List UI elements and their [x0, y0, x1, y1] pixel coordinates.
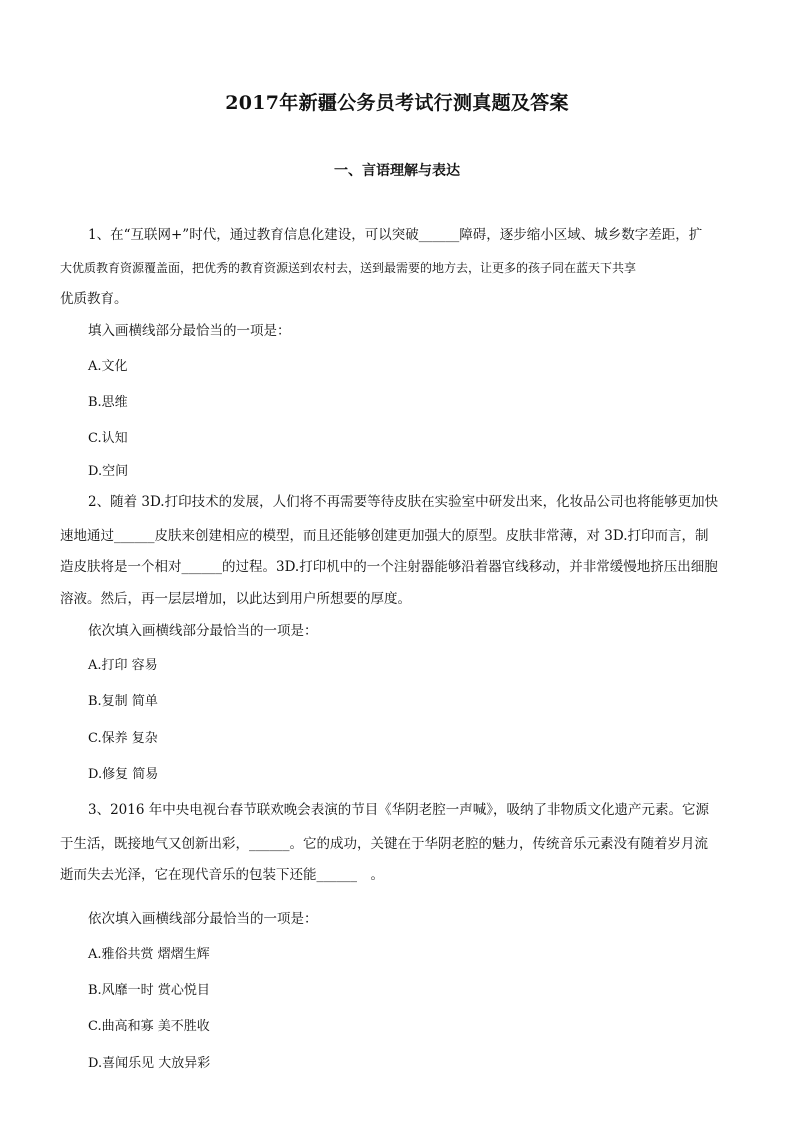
q1-option-a: A.文化 [88, 359, 128, 374]
q3-text-line-2: 于生活，既接地气又创新出彩，______。它的成功，关键在于华阴老腔的魅力，传统音乐元素没有随着岁月流 [60, 836, 708, 852]
q1-text-line-1: 1、在“互联网+”时代，通过教育信息化建设，可以突破______障碍，逐步缩小区域、城乡数字差距，扩 [88, 227, 703, 243]
q3-text-line-3: 逝而失去光泽，它在现代音乐的包装下还能______ 。 [60, 867, 384, 883]
q3-prompt: 依次填入画横线部分最恰当的一项是： [88, 911, 318, 927]
q2-option-a: A.打印 容易 [88, 658, 158, 673]
q1-option-c: C.认知 [88, 431, 128, 446]
q2-text-line-3: 造皮肤将是一个相对______的过程。3D.打印机中的一个注射器能够沿着器官线移动，并非常缓慢地挤压出细胞 [60, 559, 718, 575]
q2-prompt: 依次填入画横线部分最恰当的一项是： [88, 623, 318, 639]
document-title: 2017年新疆公务员考试行测真题及答案 [225, 92, 569, 114]
q3-text-line-1: 3、2016 年中央电视台春节联欢晚会表演的节目《华阴老腔一声喊》，吸纳了非物质文化遗产元素。它源 [88, 802, 709, 818]
q2-text-line-2: 速地通过______皮肤来创建相应的模型，而且还能够创建更加强大的原型。皮肤非常薄，对 3D.打印而言，制 [60, 528, 709, 544]
q1-option-b: B.思维 [88, 395, 128, 410]
q1-text-line-3: 优质教育。 [60, 291, 128, 307]
q3-option-b: B.风靡一时 赏心悦目 [88, 983, 210, 998]
q2-option-d: D.修复 简易 [88, 767, 159, 782]
q1-prompt: 填入画横线部分最恰当的一项是： [88, 323, 291, 339]
section-heading: 一、言语理解与表达 [334, 163, 460, 179]
q2-option-c: C.保养 复杂 [88, 731, 158, 746]
q3-option-c: C.曲高和寡 美不胜收 [88, 1019, 210, 1034]
q2-option-b: B.复制 简单 [88, 694, 158, 709]
q1-text-line-2: 大优质教育资源覆盖面，把优秀的教育资源送到农村去，送到最需要的地方去，让更多的孩子同在蓝天下共享 [60, 261, 637, 275]
q2-text-line-4: 溶液。然后，再一层层增加，以此达到用户所想要的厚度。 [60, 591, 411, 607]
q3-option-a: A.雅俗共赏 熠熠生辉 [88, 947, 210, 962]
q2-text-line-1: 2、随着 3D.打印技术的发展，人们将不再需要等待皮肤在实验室中研发出来，化妆品公司也将能够更加快 [88, 494, 719, 510]
q1-option-d: D.空间 [88, 464, 129, 479]
q3-option-d: D.喜闻乐见 大放异彩 [88, 1056, 211, 1071]
